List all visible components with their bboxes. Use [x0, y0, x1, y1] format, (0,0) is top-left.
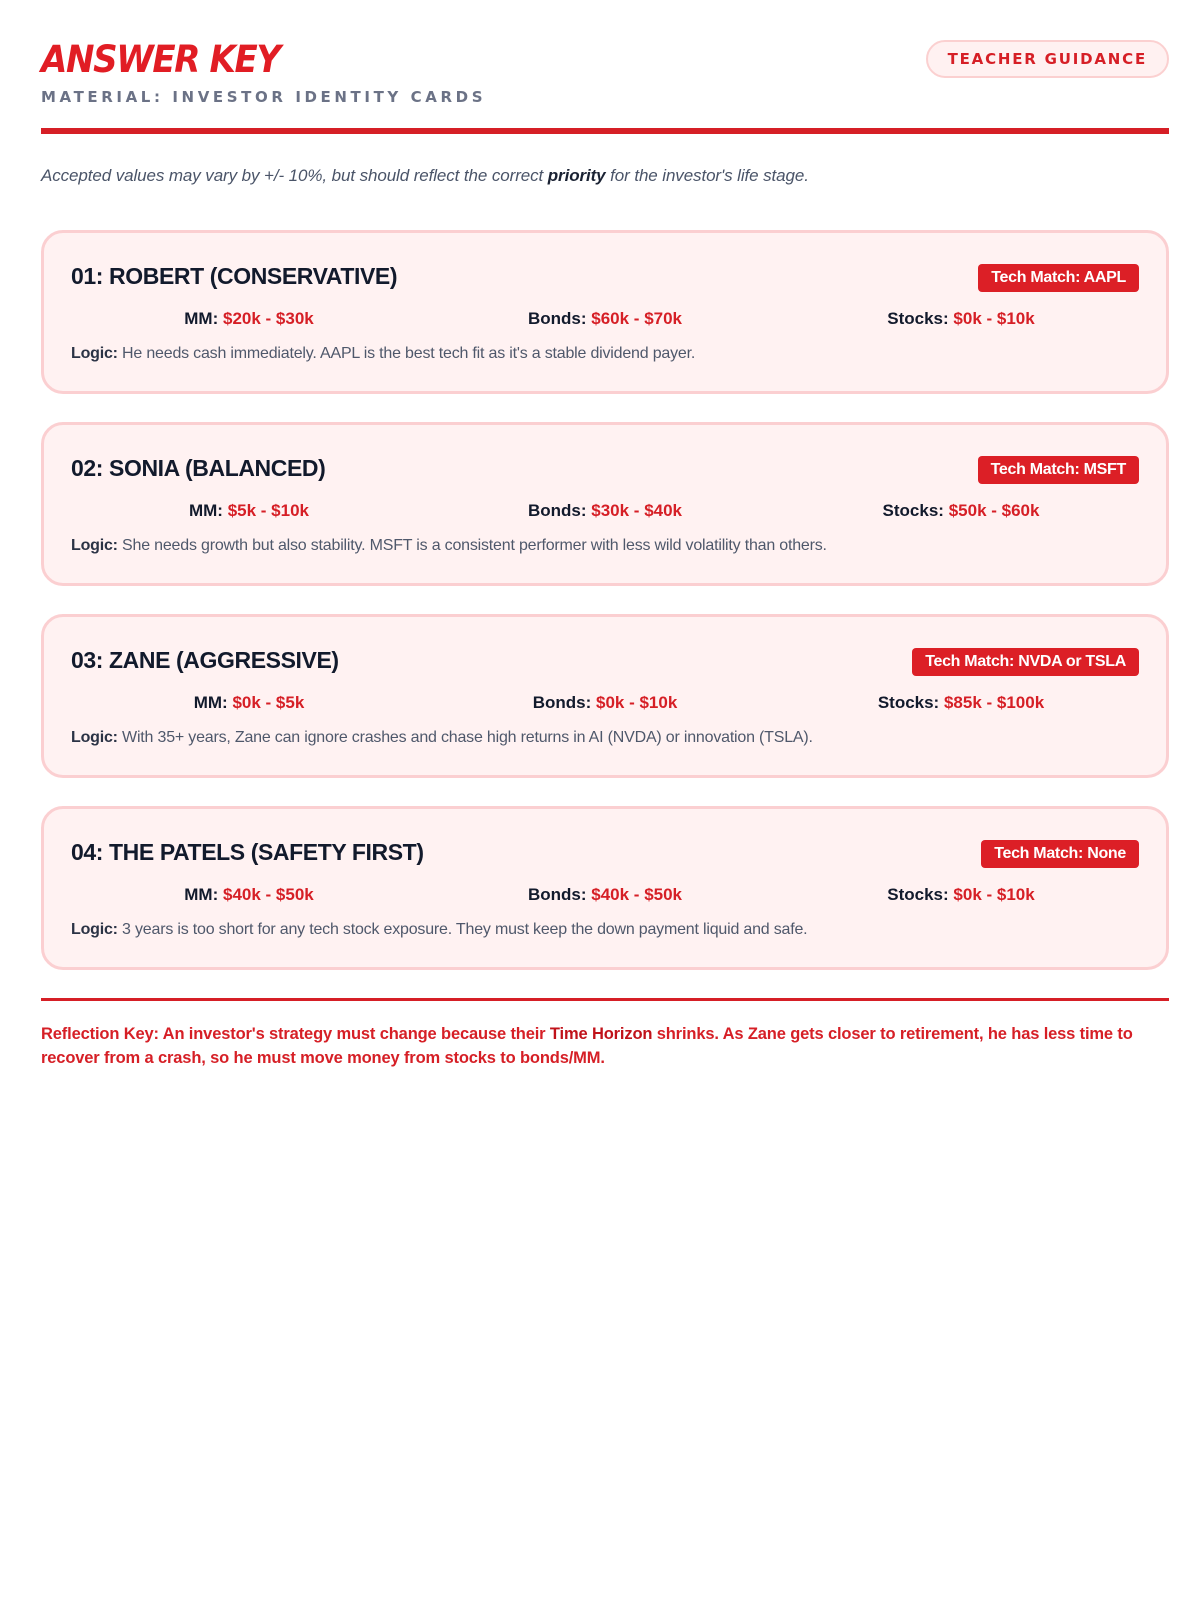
stocks-label: Stocks: [877, 693, 940, 712]
mm-label: MM: [184, 885, 219, 904]
allocation-stocks [783, 501, 1139, 521]
logic-label: Logic: [71, 729, 118, 746]
stocks-value: $85k - $100k [943, 693, 1045, 712]
bonds-value: $0k - $10k [595, 693, 678, 712]
allocation-stocks [783, 885, 1139, 905]
tech-match-badge: Tech Match: MSFT [978, 456, 1139, 484]
bonds-label: Bonds: [527, 501, 587, 520]
header-divider [41, 128, 1169, 134]
allocation-bonds [427, 693, 783, 713]
tech-match-badge: Tech Match: NVDA or TSLA [912, 648, 1139, 676]
investor-card-patels [41, 806, 1169, 970]
allocation-bonds [427, 885, 783, 905]
logic-text: She needs growth but also stability. MSFT is a consistent performer with less wild volatility than others. [122, 537, 827, 554]
teacher-guidance-badge: TEACHER GUIDANCE [926, 40, 1169, 78]
reflection-text-after: shrinks. As Zane gets closer to retirement, he has less time to recover from a crash, so he must move money from stocks to bonds/MM. [41, 1025, 1133, 1067]
logic-label: Logic: [71, 345, 118, 362]
tolerance-note [41, 166, 1169, 186]
allocation-mm [71, 309, 427, 329]
logic-label: Logic: [71, 537, 118, 554]
card-title: 01: ROBERT (CONSERVATIVE) [71, 263, 398, 289]
investor-card-zane [41, 614, 1169, 778]
investor-card-robert [41, 230, 1169, 394]
bonds-label: Bonds: [527, 309, 587, 328]
logic-line [71, 537, 1139, 555]
mm-value: $20k - $30k [222, 309, 314, 328]
investor-cards [41, 230, 1169, 970]
bonds-label: Bonds: [532, 693, 592, 712]
logic-line [71, 729, 1139, 747]
mm-value: $40k - $50k [222, 885, 314, 904]
reflection-text-before: Reflection Key: An investor's strategy must change because their [41, 1025, 550, 1043]
allocation-stocks [783, 693, 1139, 713]
reflection-divider [41, 998, 1169, 1001]
tech-match-badge: Tech Match: AAPL [978, 264, 1139, 292]
reflection-key [41, 1022, 1169, 1070]
logic-text: With 35+ years, Zane can ignore crashes and chase high returns in AI (NVDA) or innovation (TSLA). [122, 729, 813, 746]
answer-key-page [41, 40, 1169, 1070]
logic-text: 3 years is too short for any tech stock exposure. They must keep the down payment liquid and safe. [122, 921, 808, 938]
note-text-after: for the investor's life stage. [605, 166, 809, 185]
header [41, 40, 1169, 128]
stocks-label: Stocks: [887, 309, 949, 328]
mm-label: MM: [193, 693, 228, 712]
allocation-row [71, 501, 1139, 521]
logic-line [71, 921, 1139, 939]
bonds-label: Bonds: [527, 885, 587, 904]
allocation-mm [71, 501, 427, 521]
mm-value: $5k - $10k [227, 501, 309, 520]
allocation-row [71, 693, 1139, 713]
allocation-mm [71, 693, 427, 713]
note-emphasis: priority [547, 166, 606, 185]
investor-card-sonia [41, 422, 1169, 586]
page-subtitle: MATERIAL: INVESTOR IDENTITY CARDS [41, 88, 487, 106]
bonds-value: $60k - $70k [591, 309, 683, 328]
page-title: ANSWER KEY [41, 38, 280, 81]
stocks-label: Stocks: [887, 885, 949, 904]
allocation-row [71, 885, 1139, 905]
allocation-bonds [427, 309, 783, 329]
bonds-value: $40k - $50k [591, 885, 683, 904]
tech-match-badge: Tech Match: None [981, 840, 1139, 868]
bonds-value: $30k - $40k [591, 501, 683, 520]
allocation-bonds [427, 501, 783, 521]
card-title: 04: THE PATELS (SAFETY FIRST) [71, 839, 424, 865]
card-title: 03: ZANE (AGGRESSIVE) [71, 647, 339, 673]
mm-label: MM: [184, 309, 219, 328]
reflection-emphasis: Time Horizon [549, 1025, 653, 1043]
allocation-row [71, 309, 1139, 329]
logic-text: He needs cash immediately. AAPL is the best tech fit as it's a stable dividend payer. [122, 345, 696, 362]
logic-label: Logic: [71, 921, 118, 938]
logic-line [71, 345, 1139, 363]
stocks-value: $50k - $60k [948, 501, 1040, 520]
mm-label: MM: [188, 501, 223, 520]
allocation-mm [71, 885, 427, 905]
note-text-before: Accepted values may vary by +/- 10%, but should reflect the correct [41, 166, 548, 185]
card-title: 02: SONIA (BALANCED) [71, 455, 326, 481]
allocation-stocks [783, 309, 1139, 329]
mm-value: $0k - $5k [232, 693, 305, 712]
stocks-value: $0k - $10k [953, 885, 1035, 904]
stocks-label: Stocks: [882, 501, 944, 520]
stocks-value: $0k - $10k [953, 309, 1035, 328]
